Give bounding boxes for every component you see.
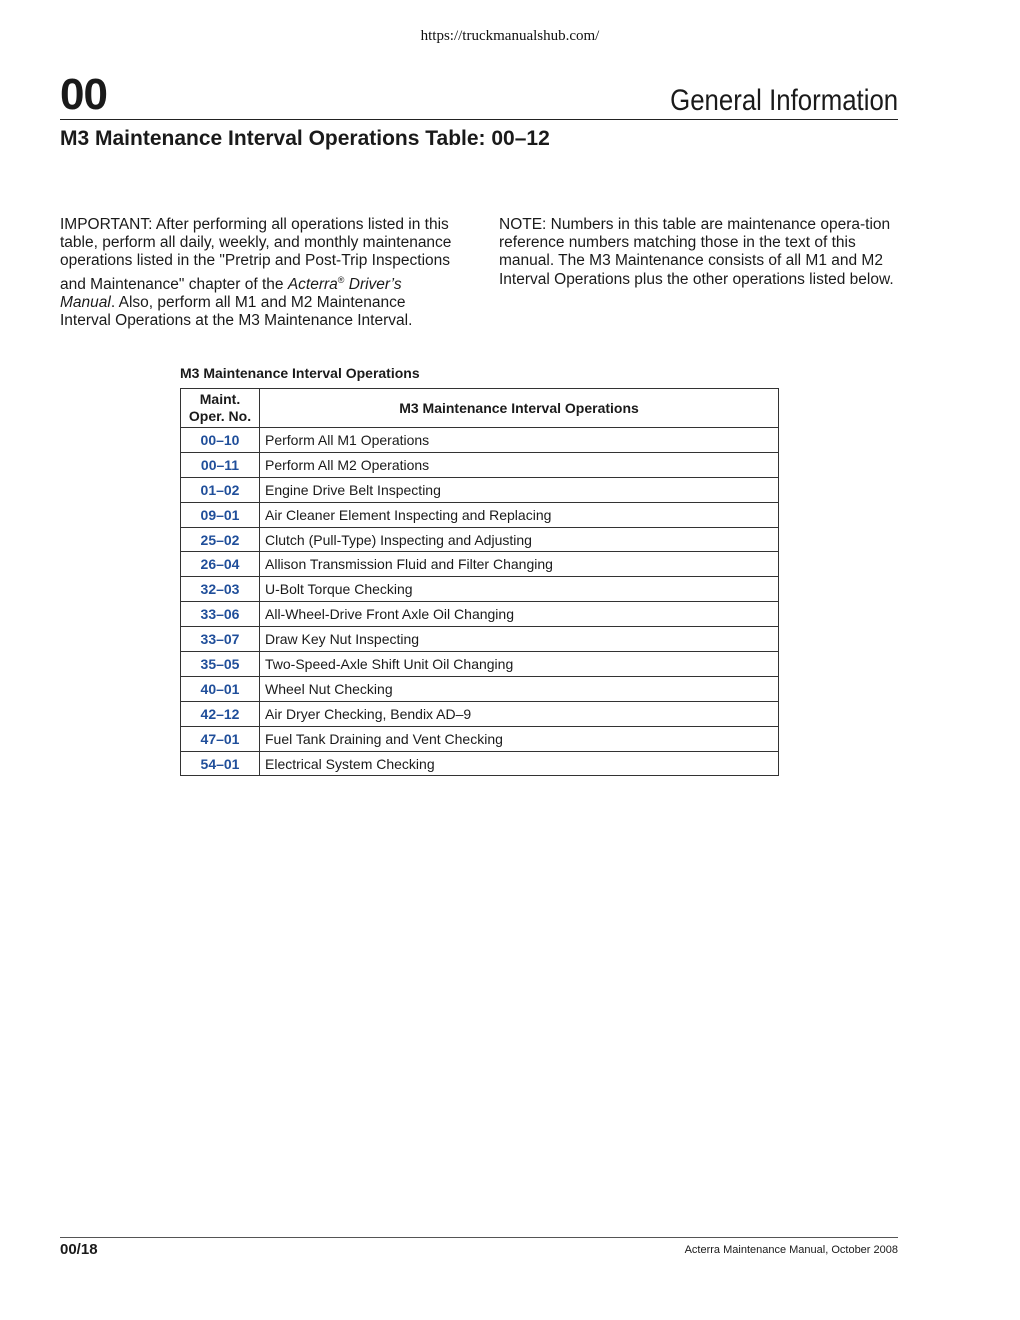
operation-description: All-Wheel-Drive Front Axle Oil Changing: [260, 602, 779, 627]
oper-number-link[interactable]: 00–10: [181, 428, 260, 453]
operation-description: Draw Key Nut Inspecting: [260, 627, 779, 652]
oper-number-link[interactable]: 01–02: [181, 477, 260, 502]
note-paragraph: NOTE: Numbers in this table are maintenance opera-tion reference numbers matching those in the text of this manual. The M3 Maintenance consists of all M1 and M2 Interval Operations plus the other operations listed below.: [499, 216, 894, 288]
important-italic-acterra: Acterra: [287, 275, 338, 293]
oper-number-link[interactable]: 09–01: [181, 502, 260, 527]
manual-info: Acterra Maintenance Manual, October 2008: [684, 1244, 898, 1256]
oper-number-link[interactable]: 33–07: [181, 627, 260, 652]
table-row: [181, 602, 779, 627]
page-number: 00/18: [60, 1241, 98, 1258]
important-text-1: IMPORTANT: After performing all operations listed in this table, perform all daily, weekly, and monthly maintenance operations listed in the "Pretrip and Post-Trip Inspections and Maintenance" chapter of the: [60, 216, 452, 293]
operation-description: U-Bolt Torque Checking: [260, 577, 779, 602]
source-url: https://truckmanualshub.com/: [420, 28, 600, 44]
oper-number-link[interactable]: 25–02: [181, 527, 260, 552]
table-row: [181, 552, 779, 577]
operation-description: Clutch (Pull-Type) Inspecting and Adjusting: [260, 527, 779, 552]
table-row: [181, 527, 779, 552]
operation-description: Fuel Tank Draining and Vent Checking: [260, 726, 779, 751]
header-oper-no-line1: Maint.: [199, 391, 241, 407]
operation-description: Air Cleaner Element Inspecting and Replacing: [260, 502, 779, 527]
important-italic-manual: Driver’s Manual: [60, 275, 402, 311]
oper-number-link[interactable]: 42–12: [181, 701, 260, 726]
table-header-row: [181, 389, 779, 428]
header-oper-no: [181, 389, 260, 428]
header-rule: [60, 119, 898, 120]
table-row: [181, 701, 779, 726]
oper-number-link[interactable]: 47–01: [181, 726, 260, 751]
operation-description: Wheel Nut Checking: [260, 676, 779, 701]
operation-description: Engine Drive Belt Inspecting: [260, 477, 779, 502]
chapter-number: 00: [60, 70, 107, 119]
oper-number-link[interactable]: 33–06: [181, 602, 260, 627]
oper-number-link[interactable]: 35–05: [181, 652, 260, 677]
important-text-2: . Also, perform all M1 and M2 Maintenance Interval Operations at the M3 Maintenance Interval.: [60, 293, 413, 330]
oper-number-link[interactable]: 40–01: [181, 676, 260, 701]
operation-description: Perform All M1 Operations: [260, 428, 779, 453]
table-row: [181, 726, 779, 751]
operation-description: Two-Speed-Axle Shift Unit Oil Changing: [260, 652, 779, 677]
table-row: [181, 577, 779, 602]
oper-number-link[interactable]: 32–03: [181, 577, 260, 602]
chapter-title: General Information: [669, 84, 898, 117]
important-paragraph: [60, 216, 460, 330]
oper-number-link[interactable]: 00–11: [181, 452, 260, 477]
operations-table: [180, 388, 779, 776]
registered-mark: ®: [337, 274, 345, 285]
footer-rule: [60, 1237, 898, 1238]
table-row: [181, 428, 779, 453]
section-title: M3 Maintenance Interval Operations Table: 00–12: [60, 127, 550, 150]
table-row: [181, 676, 779, 701]
operation-description: Perform All M2 Operations: [260, 452, 779, 477]
operation-description: Allison Transmission Fluid and Filter Changing: [260, 552, 779, 577]
oper-number-link[interactable]: 26–04: [181, 552, 260, 577]
operation-description: Electrical System Checking: [260, 751, 779, 776]
table-row: [181, 751, 779, 776]
operation-description: Air Dryer Checking, Bendix AD–9: [260, 701, 779, 726]
oper-number-link[interactable]: 54–01: [181, 751, 260, 776]
table-row: [181, 452, 779, 477]
header-operations: M3 Maintenance Interval Operations: [260, 389, 779, 428]
table-caption: M3 Maintenance Interval Operations: [180, 365, 420, 381]
table-row: [181, 477, 779, 502]
table-row: [181, 502, 779, 527]
header-oper-no-line2: Oper. No.: [188, 408, 252, 424]
table-row: [181, 627, 779, 652]
table-row: [181, 652, 779, 677]
